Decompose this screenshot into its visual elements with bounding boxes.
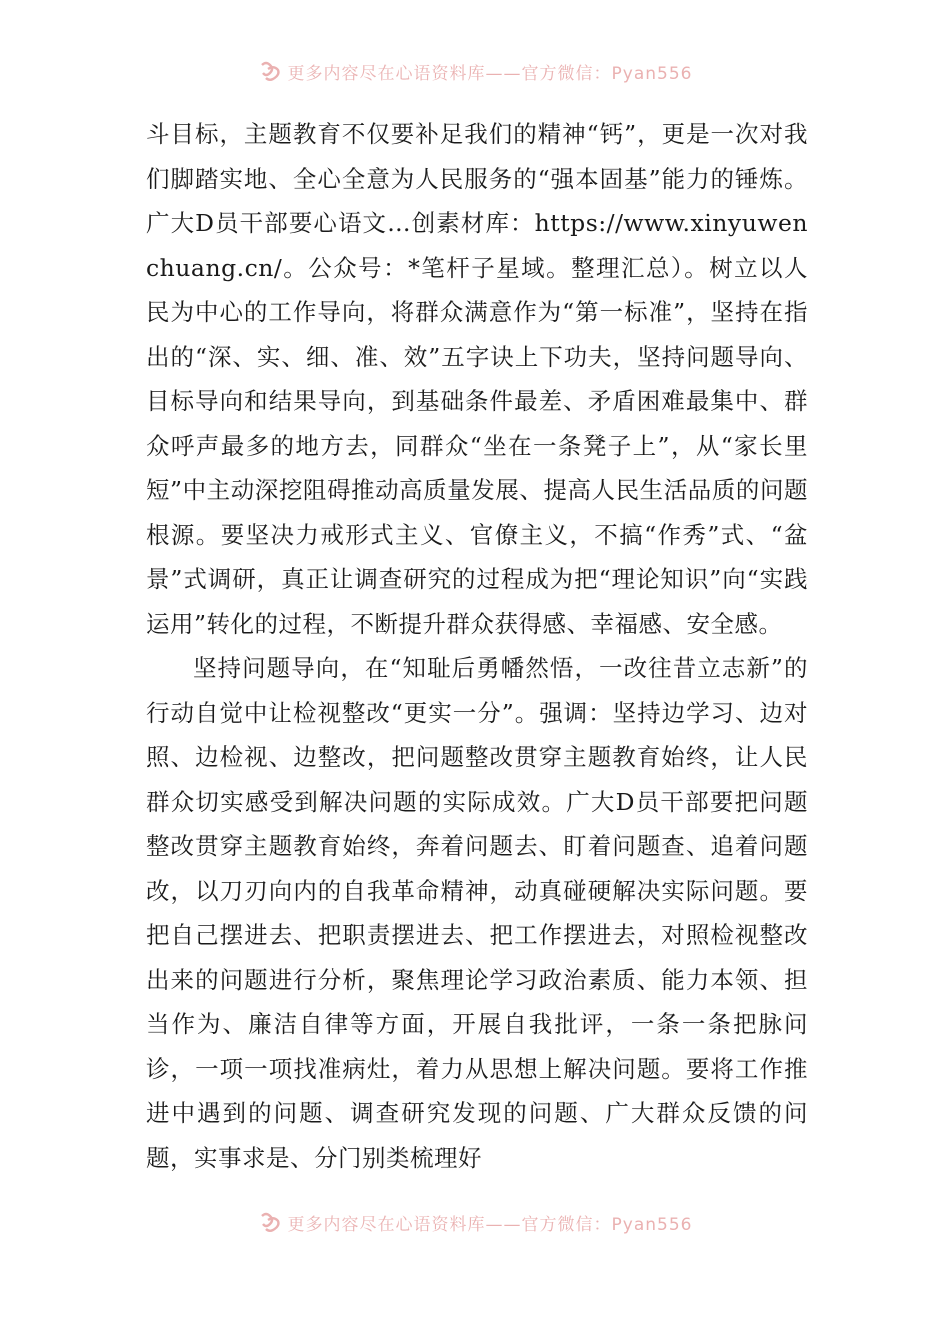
watermark-text: 更多内容尽在心语资料库——官方微信：Pyan556 <box>287 63 693 84</box>
watermark-text: 更多内容尽在心语资料库——官方微信：Pyan556 <box>287 1214 693 1235</box>
paragraph-2: 坚持问题导向，在“知耻后勇幡然悟，一改往昔立志新”的行动自觉中让检视整改“更实一分”。强调：坚持边学习、边对照、边检视、边整改，把问题整改贯穿主题教育始终，让人民群众切实感受到解决问题的实际成效。广大D员干部要把问题整改贯穿主题教育始终，奔着问题去、盯着问题查、追着问题改，以刀刃向内的自我革命精神，动真碰硬解决实际问题。要把自己摆进去、把职责摆进去、把工作摆进去，对照检视整改出来的问题进行分析，聚焦理论学习政治素质、能力本领、担当作为、廉洁自律等方面，开展自我批评，一条一条把脉问诊，一项一项找准病灶，着力从思想上解决问题。要将工作推进中遇到的问题、调查研究发现的问题、广大群众反馈的问题，实事求是、分门别类梳理好 <box>146 654 808 1172</box>
watermark-logo-icon <box>258 59 282 83</box>
paragraph-1: 斗目标，主题教育不仅要补足我们的精神“钙”，更是一次对我们脚踏实地、全心全意为人民服务的“强本固基”能力的锤炼。广大D员干部要心语文…创素材库：https://www.xinyuwenchuang.cn/。公众号：*笔杆子星域。整理汇总）。树立以人民为中心的工作导向，将群众满意作为“第一标准”，坚持在指出的“深、实、细、准、效”五字诀上下功夫，坚持问题导向、目标导向和结果导向，到基础条件最差、矛盾困难最集中、群众呼声最多的地方去，同群众“坐在一条凳子上”，从“家长里短”中主动深挖阻碍推动高质量发展、提高人民生活品质的问题根源。要坚决力戒形式主义、官僚主义，不搞“作秀”式、“盆景”式调研，真正让调查研究的过程成为把“理论知识”向“实践运用”转化的过程，不断提升群众获得感、幸福感、安全感。 <box>146 120 808 638</box>
document-body <box>146 112 808 1180</box>
watermark-header <box>0 56 950 86</box>
watermark-footer <box>0 1207 950 1237</box>
watermark-logo-icon <box>258 1210 282 1234</box>
